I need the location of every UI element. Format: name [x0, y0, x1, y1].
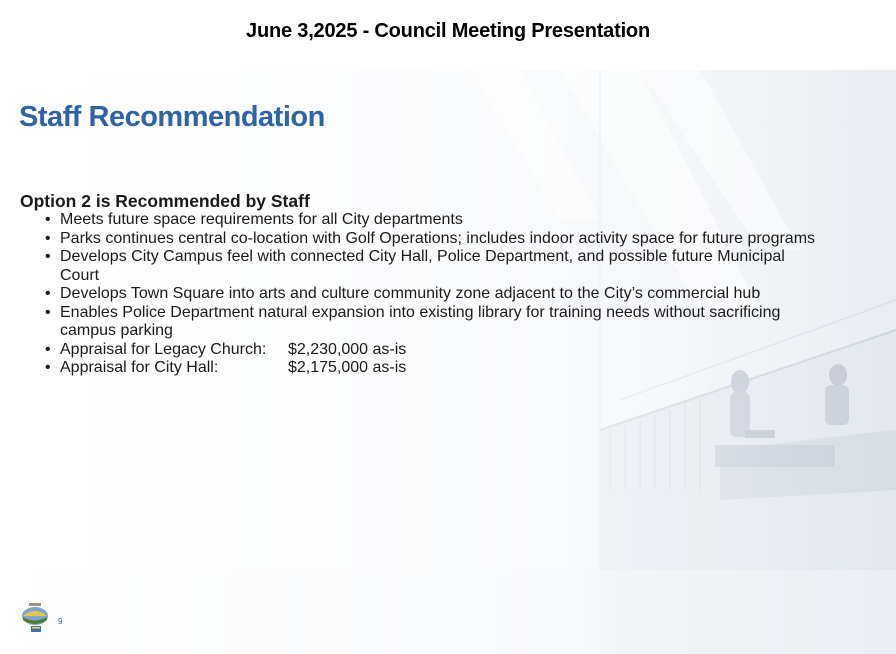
appraisal-label: Appraisal for Legacy Church: [60, 340, 267, 358]
appraisal-value: $2,230,000 as-is [288, 340, 407, 358]
list-item-text: Enables Police Department natural expansion into existing library for training needs without sacrificing campus parking [60, 303, 781, 339]
option-title: Option 2 is Recommended by Staff [20, 191, 310, 211]
bullet-icon: • [45, 340, 51, 358]
list-item-text: Develops Town Square into arts and culture community zone adjacent to the City’s commercial hub [60, 285, 761, 302]
bullet-icon: • [45, 211, 51, 228]
page-title: June 3,2025 - Council Meeting Presentation [246, 20, 650, 42]
presentation-slide [0, 70, 896, 654]
list-item [45, 304, 820, 341]
list-item-text: Develops City Campus feel with connected City Hall, Police Department, and possible future Municipal Court [60, 248, 785, 284]
list-item [45, 230, 820, 249]
city-logo [20, 602, 50, 634]
appraisal-label: Appraisal for City Hall: [60, 359, 219, 376]
bullet-icon: • [45, 303, 51, 321]
list-item [45, 248, 820, 285]
slide-heading: Staff Recommendation [19, 101, 325, 133]
bullet-icon: • [45, 229, 51, 247]
appraisal-item [45, 359, 820, 378]
appraisal-item [45, 341, 820, 360]
recommendation-content [20, 191, 820, 378]
list-item-text: Parks continues central co-location with Golf Operations; includes indoor activity space for future programs [60, 229, 816, 247]
slide-page-number: 9 [58, 617, 63, 626]
bullet-icon: • [45, 248, 51, 265]
bullet-icon: • [45, 359, 51, 376]
list-item [45, 285, 820, 304]
list-item-text: Meets future space requirements for all City departments [60, 211, 463, 228]
list-item [45, 211, 820, 230]
recommendation-list [20, 211, 820, 378]
appraisal-value: $2,175,000 as-is [288, 359, 407, 376]
bullet-icon: • [45, 285, 51, 302]
